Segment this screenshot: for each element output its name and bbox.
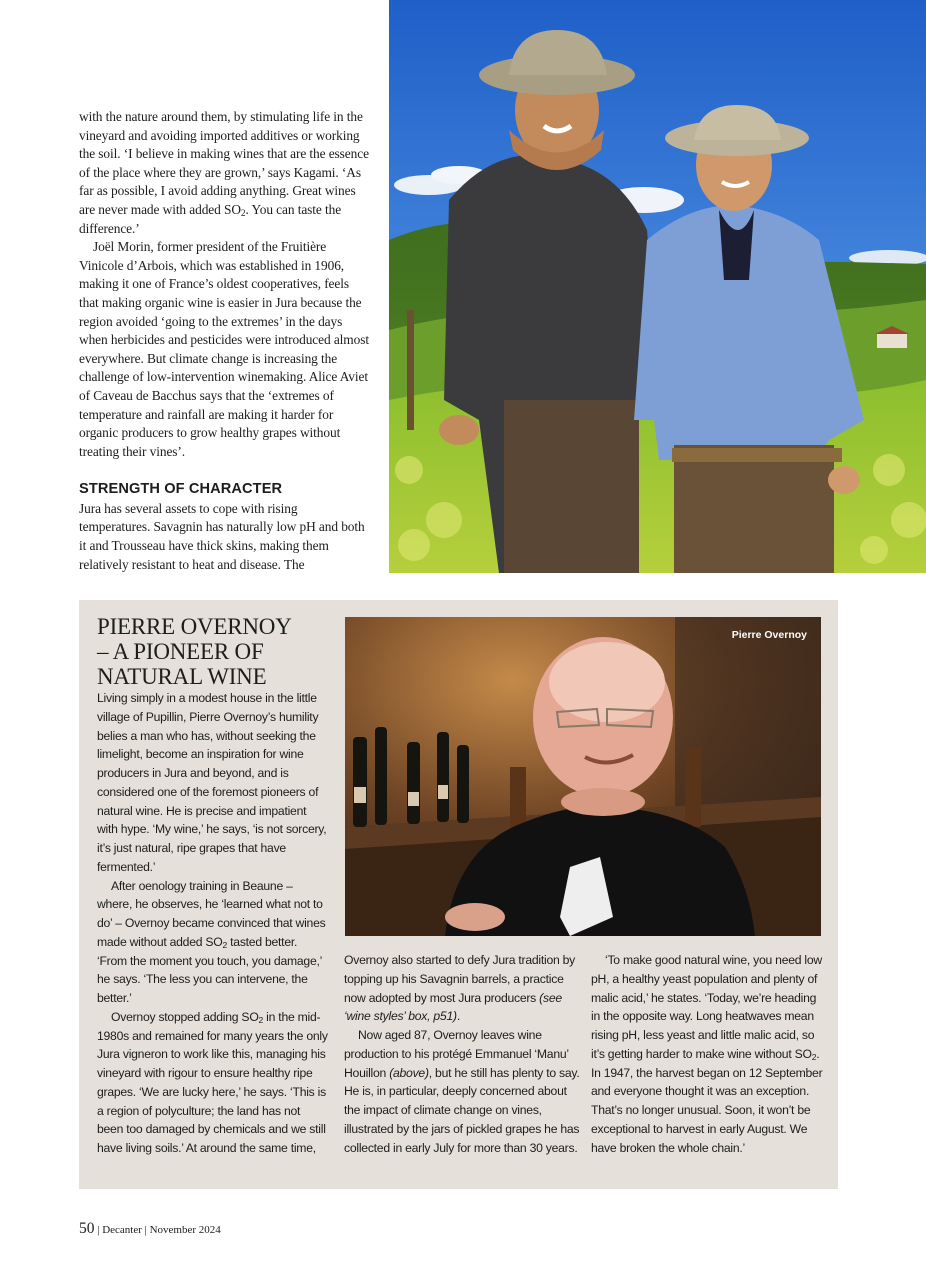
footer-separator: |: [144, 1224, 147, 1236]
page-footer: [79, 1220, 221, 1238]
issue-date: November 2024: [149, 1224, 221, 1236]
article-paragraph-3: Jura has several assets to cope with rising temperatures. Savagnin has naturally low pH and both it and Trousseau have thick skins, making them relatively resistant to heat and disease. The: [79, 500, 365, 572]
sidebar-box: [79, 600, 838, 1189]
footer-separator: |: [97, 1224, 100, 1236]
sidebar-column-1: [97, 689, 329, 1158]
magazine-name: Decanter: [102, 1224, 142, 1236]
article-paragraph-2: Joël Morin, former president of the Fruitière Vinicole d’Arbois, which was established in 1906, making it one of France’s oldest cooperatives, feels that making organic wine is easier in Jura because the region avoided ‘going to the extremes’ in the days when herbicides and pesticides were introduced almost everywhere. But climate change is increasing the challenge of low-intervention winemaking. Alice Aviet of Caveau de Bacchus says that the ‘extremes of temperature and rainfall are making it harder for organic producers to grow healthy grapes without treating their vines’.: [79, 239, 369, 459]
sidebar-paragraph: After oenology training in Beaune – where, he observes, he ‘learned what not to do’ – Overnoy became convinced that wines made without added $SO_2$ tasted better. ‘From the moment you touch, you damage,’ he says. ‘The less you can intervene, the better.’: [97, 878, 326, 1005]
sidebar-column-3: [591, 951, 823, 1157]
article-column: [79, 108, 371, 574]
photo-caption: Pierre Overnoy: [731, 629, 807, 641]
sidebar-paragraph: Overnoy stopped adding $SO_2$ in the mid-1980s and remained for many years the only Jura vigneron to work like this, managing his vineyard with rigour to ensure healthy ripe grapes. ‘We are lucky here,’ he says. ‘This is a region of polyculture; the land has not been too damaged by chemicals and we still have living soils.’ At around the same time,: [97, 1009, 328, 1155]
vineyard-couple-photo: [389, 0, 926, 573]
section-heading: STRENGTH OF CHARACTER: [79, 481, 283, 498]
sidebar-column-2: [344, 951, 580, 1157]
sidebar-title: PIERRE OVERNOY – A PIONEER OF NATURAL WINE: [97, 614, 292, 689]
sidebar-paragraph: Living simply in a modest house in the little village of Pupillin, Pierre Overnoy’s humility belies a man who has, without seeking the limelight, become an inspiration for wine producers in Jura and beyond, and is considered one of the foremost pioneers of natural wine. He is precise and impatient with hype. ‘My wine,’ he says, ‘is not sorcery, it’s just natural, ripe grapes that have fermented.’: [97, 691, 327, 874]
page-number: 50: [79, 1220, 95, 1237]
sidebar-paragraph: Now aged 87, Overnoy leaves wine production to his protégé Emmanuel ‘Manu’ Houillon (above), but he still has plenty to say. He is, in particular, deeply concerned about the impact of climate change on vines, illustrated by the jars of pickled grapes he has collected in early July for more than 30 years.: [344, 1028, 580, 1155]
sidebar-paragraph: Overnoy also started to defy Jura tradition by topping up his Savagnin barrels, a practice now adopted by most Jura producers (see ‘wine styles’ box, p51).: [344, 953, 576, 1024]
pierre-overnoy-photo: [345, 617, 821, 936]
sidebar-paragraph: ‘To make good natural wine, you need low pH, a healthy yeast population and plenty of malic acid,’ he states. ‘Today, we’re heading in the opposite way. Long heatwaves mean rising pH, less yeast and little malic acid, so it’s getting harder to make wine without $SO_2$. In 1947, the harvest began on 12 September and everyone thought it was an exception. That’s no longer unusual. Soon, it won’t be exceptional to harvest in early August. We have broken the whole chain.’: [591, 953, 823, 1155]
article-paragraph-1: with the nature around them, by stimulating life in the vineyard and avoiding imported additives or working the soil. ‘I believe in making wines that are the essence of the place where they are grown,’ says Kagami. ‘As far as possible, I avoid adding anything. Great wines are never made with added $SO_2$. You can taste the difference.’: [79, 109, 369, 236]
